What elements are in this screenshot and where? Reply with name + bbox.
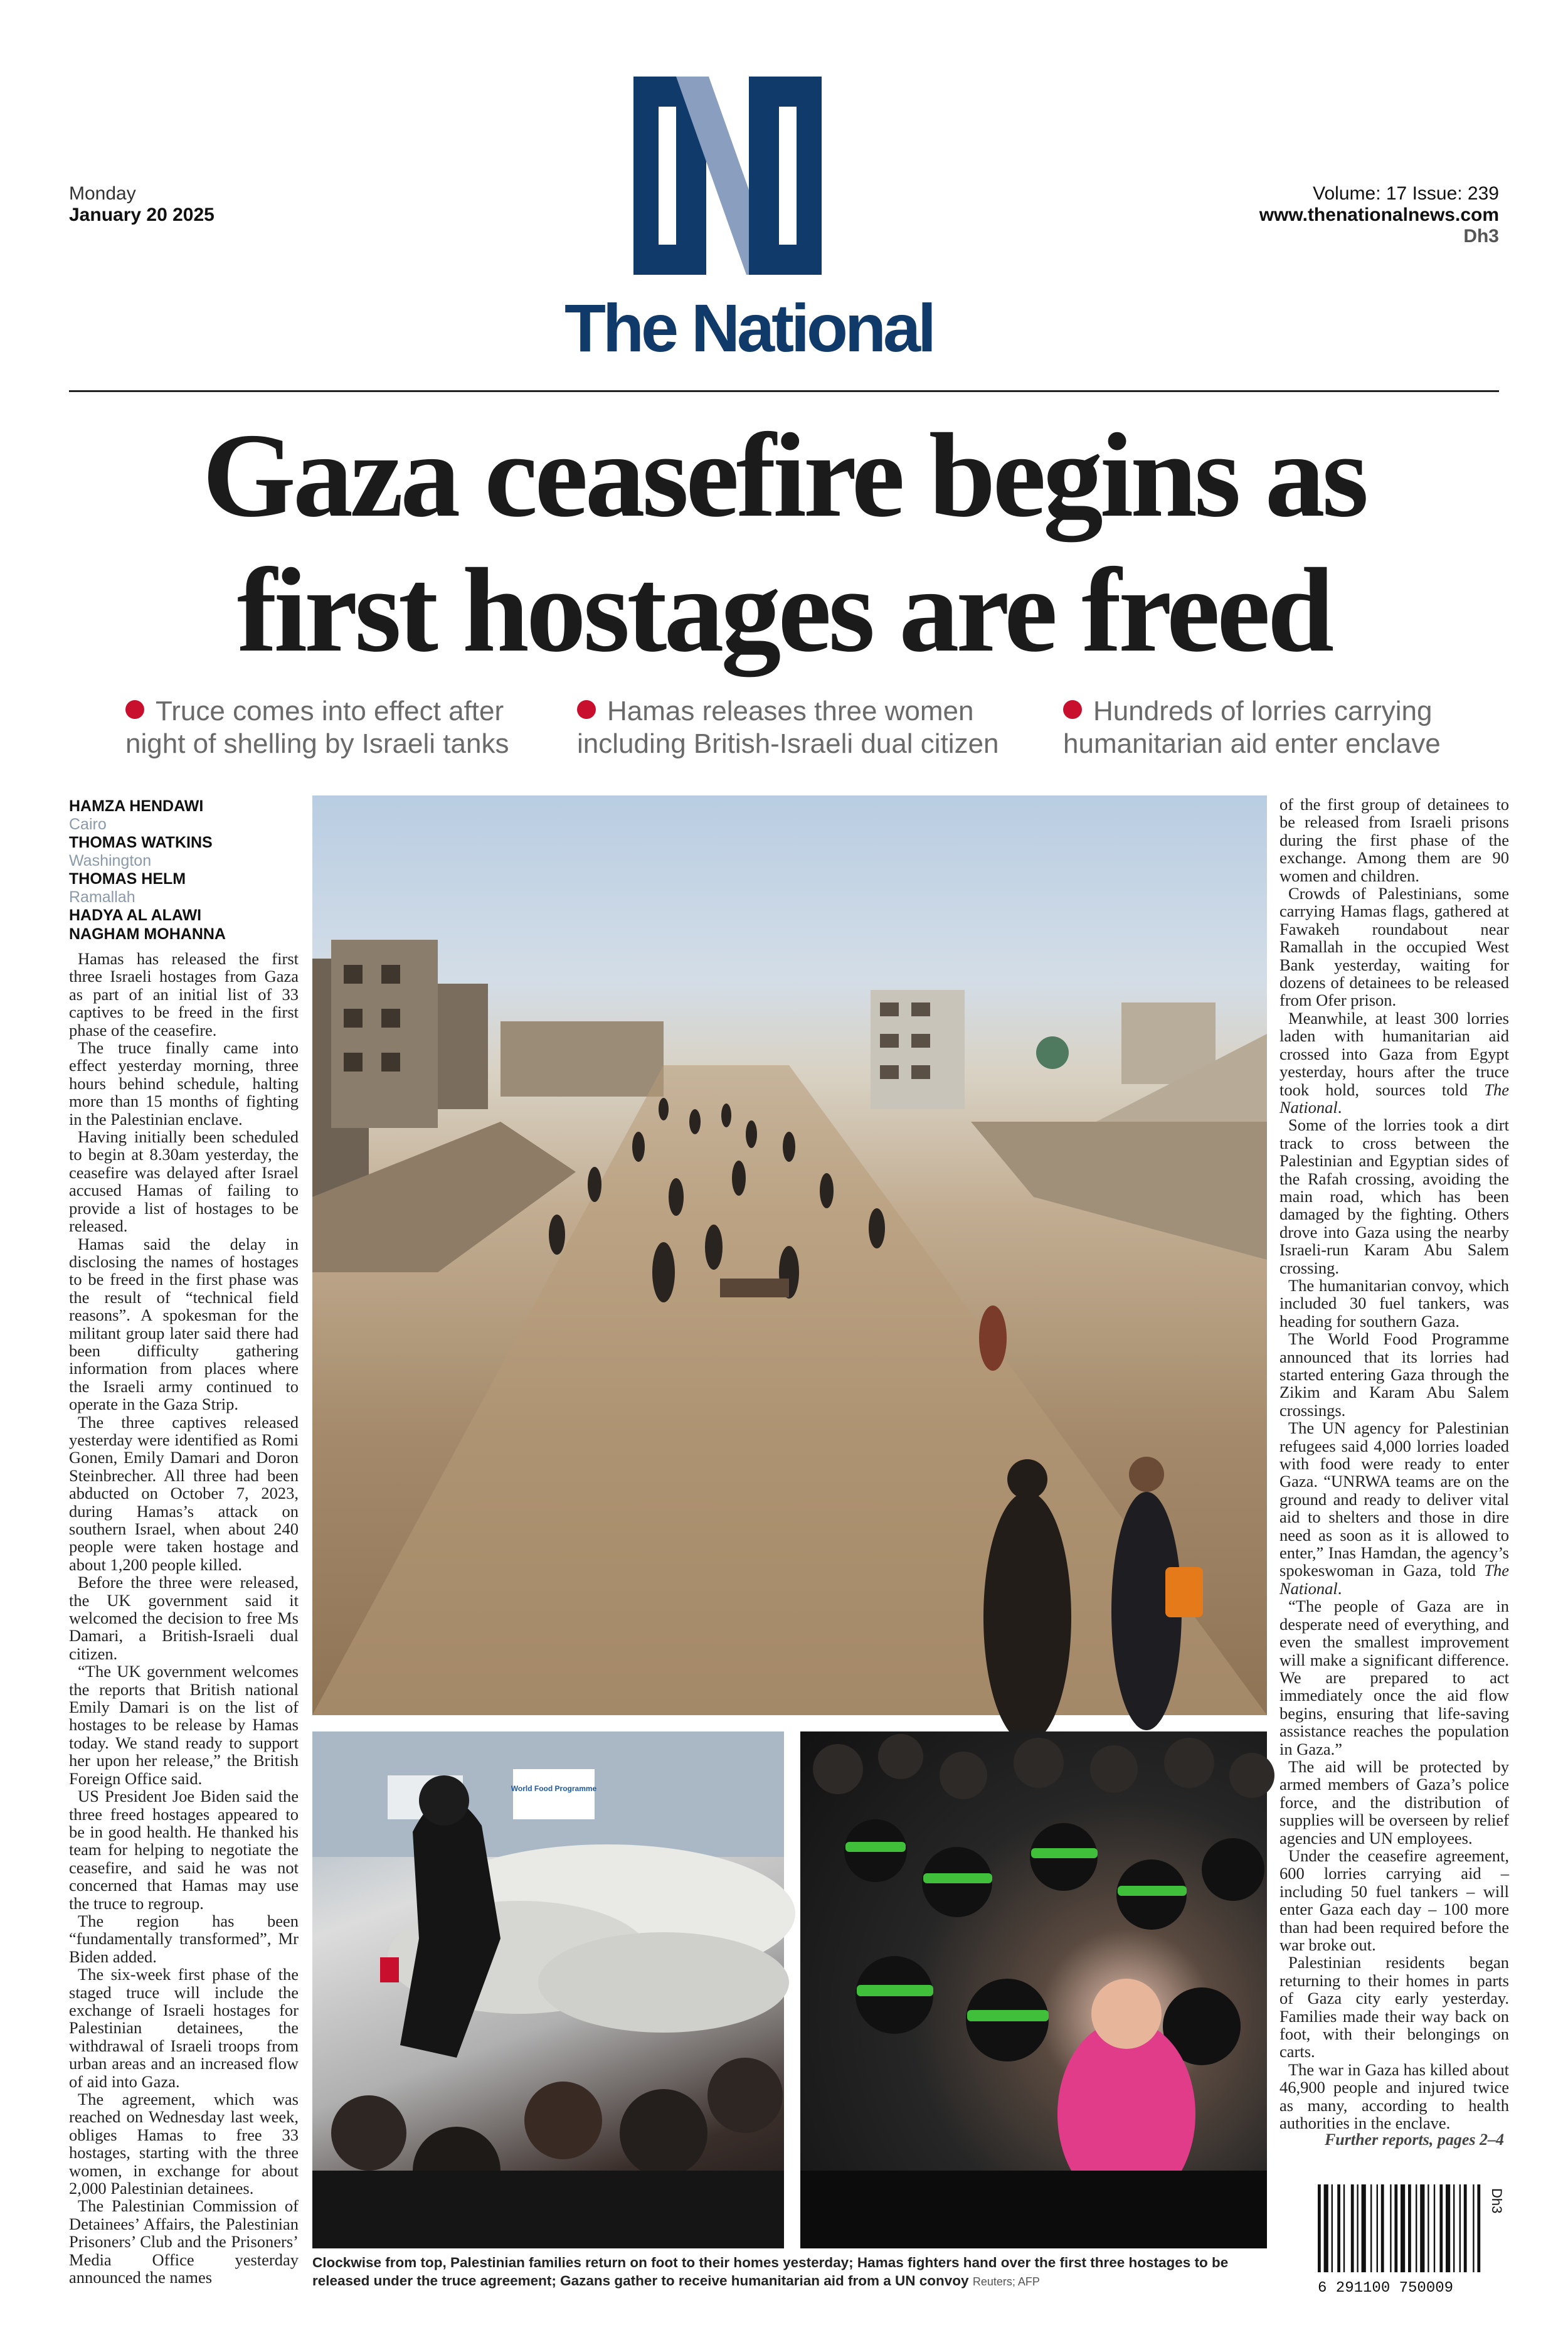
article-paragraph: Hamas has released the first three Israeli hostages from Gaza as part of an initial list of 33 captives to be freed in the first phase of the ceasefire.	[69, 949, 299, 1040]
sack-label: World Food Programme	[511, 1784, 597, 1793]
main-photo[interactable]	[312, 795, 1267, 1715]
byline-name: THOMAS WATKINS	[69, 834, 213, 851]
deck-2: Hamas releases three women including British-Israeli dual citizen	[577, 696, 999, 759]
article-paragraph: Hamas said the delay in disclosing the names of hostages to be freed in the first phase was the result of “technical field reasons”. A spokesman for the militant group later said there had been difficulty gathering information from places where the Israeli army continued to operate in the Gaza Strip.	[69, 1234, 299, 1414]
headline-line-1: Gaza ceasefire begins as	[202, 408, 1366, 542]
article-paragraph: The agreement, which was reached on Wednesday last week, obliges Hamas to free 33 hostages, starting with the three women, in exchange for about 2,000 Palestinian detainees.	[69, 2090, 299, 2198]
caption-text: Clockwise from top, Palestinian families return on foot to their homes yesterday; Hamas fighters hand over the first three hostages to be released under the truce agreement; Gazans gather to receive humanitarian aid from a UN convoy	[312, 2255, 1229, 2289]
barcode-icon	[1314, 2182, 1505, 2297]
byline-place: Ramallah	[69, 888, 135, 906]
article-paragraph: US President Joe Biden said the three freed hostages appeared to be in good health. He thanked his team for helping to negotiate the ceasefire, and said he was not concerned that Hamas may use the truce to regroup.	[69, 1787, 299, 1913]
article-paragraph: The region has been “fundamentally transformed”, Mr Biden added.	[69, 1911, 299, 1966]
article-paragraph: Some of the lorries took a dirt track to cross between the Palestinian and Egyptian sides of the Rafah crossing, avoiding the main road, which has been damaged by the fighting. Others drove into Gaza using the nearby Israeli-run Karam Abu Salem crossing.	[1279, 1115, 1509, 1277]
byline-name: HAMZA HENDAWI	[69, 797, 204, 815]
article-paragraph: The war in Gaza has killed about 46,900 people and injured twice as many, according to health authorities in the enclave.	[1279, 2060, 1509, 2133]
displaced-families-walking-photo-icon	[312, 795, 1267, 1715]
bullet-dot-icon	[125, 700, 144, 719]
article-paragraph: of the first group of detainees to be released from Israeli prisons during the first phase of the exchange. Among them are 90 women and children.	[1279, 795, 1509, 885]
byline-name: THOMAS HELM	[69, 870, 186, 888]
issue-day: Monday	[69, 183, 136, 204]
byline-name: NAGHAM MOHANNA	[69, 925, 226, 943]
n-logo-icon	[564, 69, 891, 282]
issue-date: January 20 2025	[69, 205, 215, 225]
article-paragraph: Meanwhile, at least 300 lorries laden with humanitarian aid crossed into Gaza from Egypt yesterday, hours after the truce took hold, sources told The National.	[1279, 1008, 1509, 1117]
barcode	[1314, 2182, 1505, 2297]
article-paragraph: The Palestinian Commission of Detainees’ Affairs, the Palestinian Prisoners’ Club and the Prisoners’ Media Office yesterday announced the names	[69, 2196, 299, 2287]
article-paragraph: The truce finally came into effect yesterday morning, three hours behind schedule, halting more than 15 months of fighting in the Palestinian enclave.	[69, 1038, 299, 1129]
dateline	[69, 183, 215, 226]
headline-line-2: first hostages are freed	[236, 543, 1332, 677]
article-paragraph: The World Food Programme announced that its lorries had started entering Gaza through the Zikim and Karam Abu Salem crossings.	[1279, 1329, 1509, 1420]
volume-issue: Volume: 17 Issue: 239	[1313, 183, 1499, 204]
byline-name: HADYA AL ALAWI	[69, 907, 202, 924]
article-column-right	[1279, 795, 1509, 2133]
deck-3: Hundreds of lorries carrying humanitarian aid enter enclave	[1063, 696, 1441, 759]
article-paragraph: The three captives released yesterday were identified as Romi Gonen, Emily Damari and Doron Steinbrecher. All three had been abducted on October 7, 2023, during Hamas’s attack on southern Israel, when about 240 people were taken hostage and about 1,200 people killed.	[69, 1412, 299, 1574]
headline[interactable]	[69, 408, 1499, 678]
article-column-left	[69, 950, 299, 2311]
article-paragraph: Crowds of Palestinians, some carrying Hamas flags, gathered at Fawakeh roundabout near Ramallah in the occupied West Bank yesterday, waiting for dozens of detainees to be released from Ofer prison.	[1279, 884, 1509, 1010]
article-paragraph: “The UK government welcomes the reports that British national Emily Damari is on the list of hostages to be release by Hamas today. We stand ready to support her upon her release,” the British Foreign Office said.	[69, 1662, 299, 1788]
article-paragraph: Having initially been scheduled to begin at 8.30am yesterday, the ceasefire was delayed after Israel accused Hamas of failing to provide a list of hostages to be released.	[69, 1127, 299, 1236]
masthead-logo[interactable]	[564, 69, 934, 370]
barcode-number: 6 291100 750009	[1318, 2280, 1454, 2297]
bullet-dot-icon	[577, 700, 596, 719]
barcode-price: Dh3	[1489, 2188, 1505, 2214]
article-paragraph: The UN agency for Palestinian refugees said 4,000 lorries loaded with food were ready to enter Gaza. “UNRWA teams are on the ground and ready to deliver vital aid to shelters and those in dire need as soon as it is allowed to enter,” Inas Hamdan, the agency’s spokeswoman in Gaza, told The National.	[1279, 1418, 1509, 1598]
bullet-dot-icon	[1063, 700, 1082, 719]
photo-credit: Reuters; AFP	[972, 2275, 1040, 2288]
issue-info	[1259, 183, 1499, 247]
bylines	[69, 797, 295, 944]
article-paragraph: Palestinian residents began returning to their homes in parts of Gaza city early yesterday. Families made their way back on foot, with their belongings on carts.	[1279, 1953, 1509, 2061]
article-paragraph: Under the ceasefire agreement, 600 lorries carrying aid – including 50 fuel tankers – will enter Gaza each day – 100 more than had been required before the war broke out.	[1279, 1846, 1509, 1954]
further-reports-link[interactable]: Further reports, pages 2–4	[1324, 2130, 1504, 2149]
aid-distribution-photo-icon	[312, 1731, 784, 2248]
byline-place: Washington	[69, 852, 152, 870]
article-paragraph: The humanitarian convoy, which included 30 fuel tankers, was heading for southern Gaza.	[1279, 1275, 1509, 1331]
hostage-handover-photo-icon	[800, 1731, 1267, 2248]
aid-photo[interactable]	[312, 1731, 784, 2248]
article-paragraph: Before the three were released, the UK government said it welcomed the decision to free Ms Damari, a British-Israeli dual citizen.	[69, 1573, 299, 1663]
hostage-photo[interactable]	[800, 1731, 1267, 2248]
wordmark: The National	[564, 290, 934, 366]
deck-1: Truce comes into effect after night of shelling by Israeli tanks	[125, 696, 509, 759]
article-paragraph: The six-week first phase of the staged truce will include the exchange of Israeli hostages for Palestinian detainees, the withdrawal of Israeli troops from urban areas and an increased flow of aid into Gaza.	[69, 1965, 299, 2091]
article-paragraph: “The people of Gaza are in desperate need of everything, and even the smallest improvement will make a significant difference. We are prepared to act immediately once the aid flow begins, ensuring that life-saving assistance reaches the population in Gaza.”	[1279, 1597, 1509, 1758]
article-paragraph: The aid will be protected by armed members of Gaza’s police force, and the distribution of supplies will be overseen by relief agencies and UN employees.	[1279, 1757, 1509, 1848]
masthead-rule	[69, 390, 1499, 392]
byline-place: Cairo	[69, 816, 107, 833]
cover-price: Dh3	[1463, 226, 1499, 247]
photo-caption	[312, 2253, 1272, 2291]
website-link[interactable]: www.thenationalnews.com	[1259, 205, 1499, 225]
